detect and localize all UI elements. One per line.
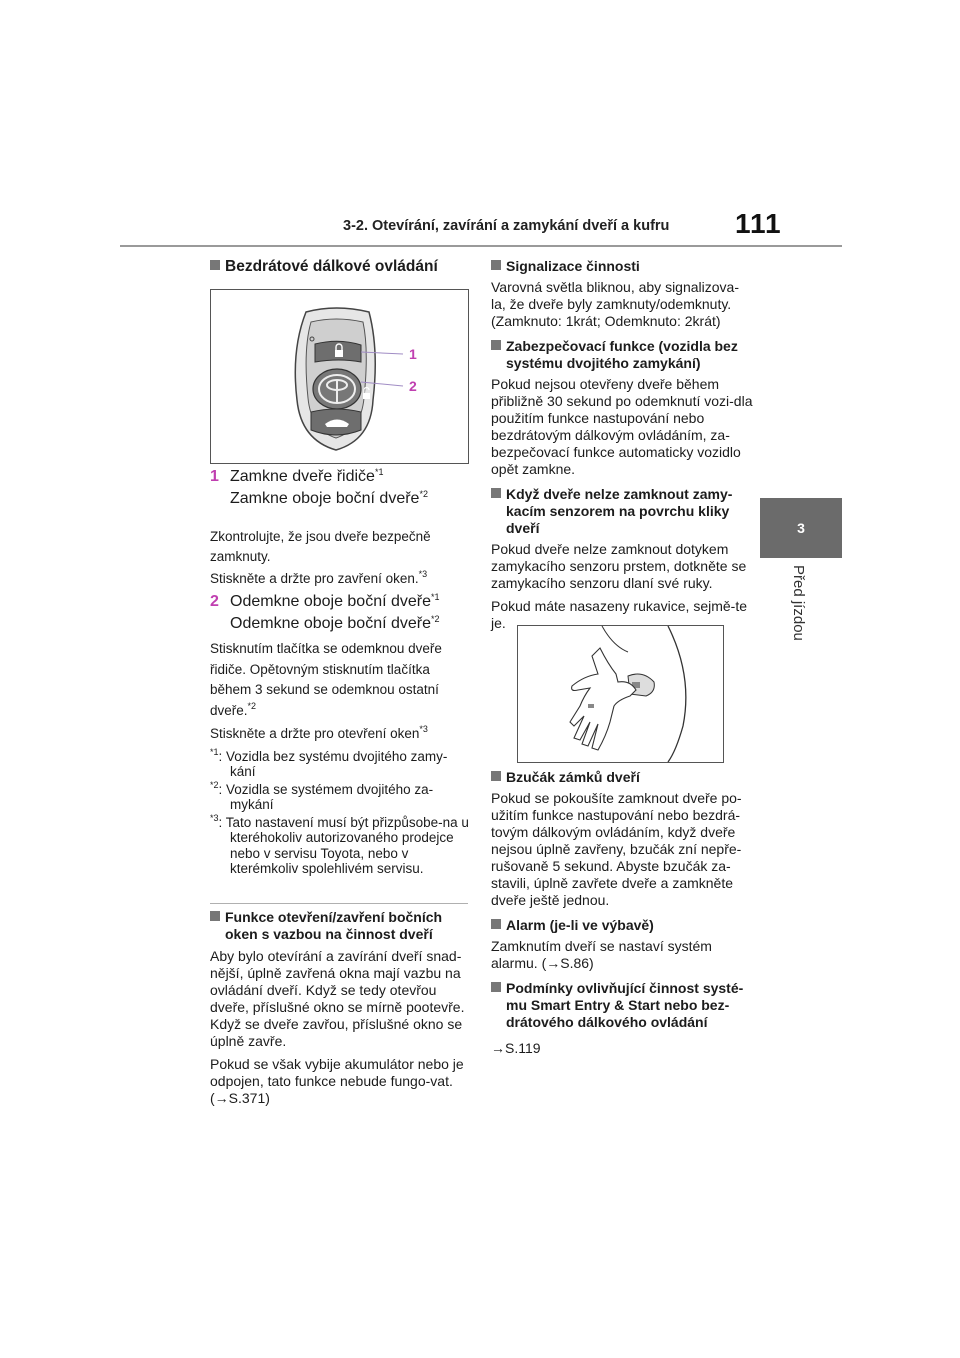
square-bullet-icon [491,982,501,992]
square-bullet-icon [210,260,220,270]
figure-label-1: 1 [409,346,417,362]
section-heading-alarm: Alarm (je-li ve výbavě) [491,917,753,934]
square-bullet-icon [491,260,501,270]
square-bullet-icon [491,771,501,781]
paragraph-security: Pokud nejsou otevřeny dveře během přibližně 30 sekund po odemknutí vozi-dla použitím funkce nastupování nebo bezdrátovým dálkovým ovládáním, za-bezpečovací funkce automaticky vozidlo opět zamkne. [491,376,753,477]
paragraph-windows-1: Aby bylo otevírání a zavírání dveří snad-nější, úplně zavřená okna mají vazbu na ovládání dveří. Když se tedy otevřou dveře, příslušné okno se mírně pootevře. Když se dveře zavřou, příslušné okno se úplně zavře. [210,948,465,1049]
paragraph-conditions-ref: →S.119 [491,1040,541,1056]
square-bullet-icon [210,911,220,921]
list-item-2: 2 Odemkne oboje boční dveře$^{*1}$ [210,591,472,613]
chapter-tab: 3 [760,498,842,558]
key-fob-illustration [211,290,468,463]
section-heading-conditions: Podmínky ovlivňující činnost systé-mu Smart Entry & Start nebo bez-drátového dálkového ovládání [491,980,753,1031]
right-column-lower [491,769,753,1057]
square-bullet-icon [491,340,501,350]
paragraph-windows-2: Pokud se však vybije akumulátor nebo je odpojen, tato funkce nebude fungo-vat. (→S.371) [210,1056,464,1106]
item-number-2: 2 [210,593,219,610]
left-column-body [210,466,472,877]
square-bullet-icon [491,919,501,929]
left-column [210,258,470,275]
section-heading-remote: Bezdrátové dálkové ovládání [210,258,470,275]
paragraph-lock-sensor-2: Pokud máte nasazeny rukavice, sejmě-te je. [491,598,748,631]
paragraph-check-locked: Zkontrolujte, že jsou dveře bezpečně zamknuty. Stiskněte a držte pro zavření oken.$^{*3}$ [210,529,431,586]
paragraph-alarm: Zamknutím dveří se nastaví systém alarmu. (→S.86) [491,938,712,971]
footnote-3: $^{*3}$: Tato nastavení musí být přizpůsobe-na u kteréhokoliv autorizovaného prodejce nebo v servisu Toyota, nebo v kterémkoliv spolehlivém servisu. [210,812,469,876]
figure-label-2: 2 [409,378,417,394]
paragraph-lock-sensor-1: Pokud dveře nelze zamknout dotykem zamykacího senzoru prstem, dotkněte se zamykacího senzoru dlaní své ruky. [491,541,747,591]
chapter-side-label-text: Před jízdou [790,565,807,641]
list-item-1: 1 Zamkne dveře řidiče$^{*1}$ [210,466,472,488]
square-bullet-icon [491,488,501,498]
paragraph-unlock-info: Stisknutím tlačítka se odemknou dveře řidiče. Opětovným stisknutím tlačítka během 3 sekund se odemknou ostatní dveře.$^{*2}$ Stiskněte a držte pro otevření oken$^{*3}$ [210,641,442,741]
hand-figure [517,625,724,763]
section-heading-signal: Signalizace činnosti [491,258,753,275]
footnotes [210,746,472,877]
paragraph-buzzer: Pokud se pokoušíte zamknout dveře po-užitím funkce nastupování nebo bezdrá-tovým dálkovým ovládáním, když dveře nejsou úplně zavřeny, bzučák zní nepře-rušovaně 5 sekund. Abyste bzučák za-stavili, úplně zavřete dveře a zamkněte dveře ještě jednou. [491,790,742,908]
list-item-1-line2: Zamkne oboje boční dveře$^{*2}$ [230,489,428,507]
right-column [491,258,753,632]
list-item-2-line2: Odemkne oboje boční dveře$^{*2}$ [230,614,440,632]
section-heading-security: Zabezpečovací funkce (vozidla bez systému dvojitého zamykání) [491,338,753,372]
chapter-side-label [777,565,827,665]
left-section-windows [210,909,470,1107]
chapter-header-title: 3-2. Otevírání, zavírání a zamykání dveří a kufru [343,218,670,234]
footnote-2: $^{*2}$: Vozidla se systémem dvojitého za-mykání [210,779,434,812]
key-fob-figure [210,289,469,464]
section-heading-buzzer: Bzučák zámků dveří [491,769,753,786]
header-divider [120,245,842,247]
item-number-1: 1 [210,468,219,485]
page-number: 111 [735,208,782,239]
hand-on-door-handle-illustration [518,626,723,762]
section-heading-lock-sensor: Když dveře nelze zamknout zamy-kacím senzorem na povrchu kliky dveří [491,486,753,537]
footnote-1: $^{*1}$: Vozidla bez systému dvojitého zamy-kání [210,746,448,779]
paragraph-signal: Varovná světla bliknou, aby signalizova-la, že dveře byly zamknuty/odemknuty. (Zamknuto: 1krát; Odemknuto: 2krát) [491,279,739,329]
section-divider [210,903,468,904]
section-heading-windows: Funkce otevření/zavření bočních oken s vazbou na činnost dveří [210,909,470,943]
